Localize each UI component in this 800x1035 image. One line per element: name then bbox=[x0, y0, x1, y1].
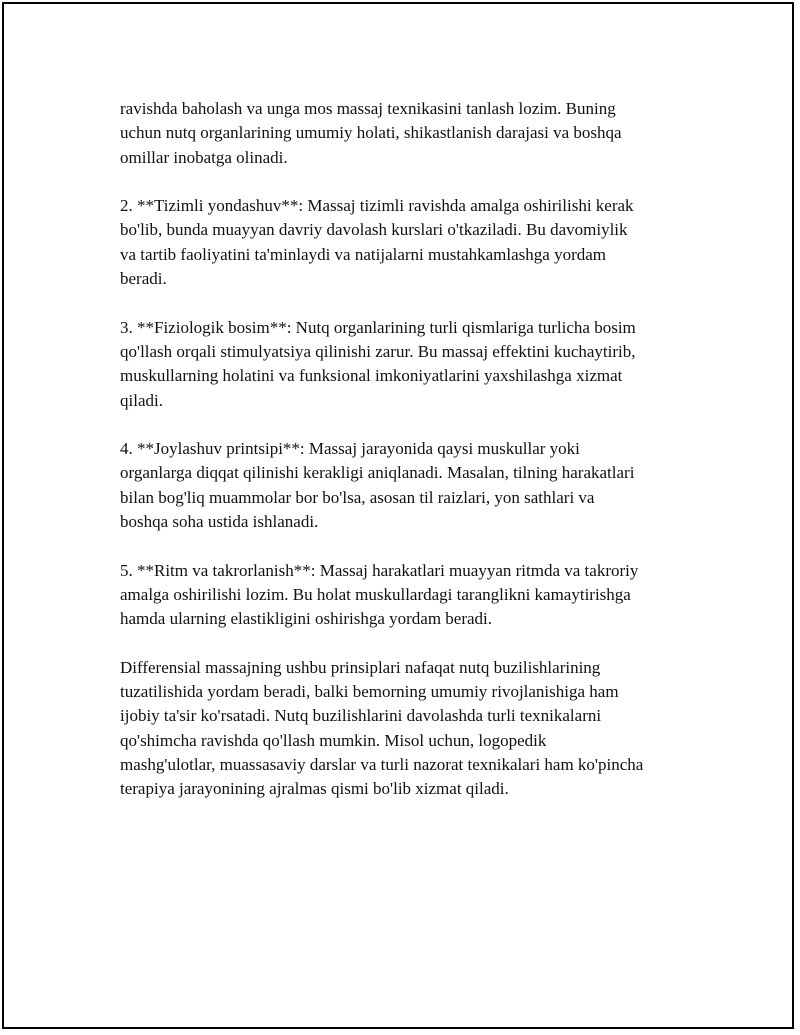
paragraph-principle-3 bbox=[120, 316, 700, 413]
document-body bbox=[120, 97, 700, 826]
text-line: uchun nutq organlarining umumiy holati, shikastlanish darajasi va boshqa bbox=[120, 123, 622, 143]
paragraph-principle-2 bbox=[120, 194, 700, 291]
text-line: muskullarning holatini va funksional imkoniyatlarini yaxshilashga xizmat bbox=[120, 366, 623, 386]
text-line: omillar inobatga olinadi. bbox=[120, 147, 288, 167]
paragraph-intro-continuation bbox=[120, 97, 700, 170]
text-line: qo'llash orqali stimulyatsiya qilinishi zarur. Bu massaj effektini kuchaytirib, bbox=[120, 341, 636, 361]
text-line: terapiya jarayonining ajralmas qismi bo'lib xizmat qiladi. bbox=[120, 779, 509, 799]
paragraph-principle-4 bbox=[120, 437, 700, 534]
text-line: mashg'ulotlar, muassasaviy darslar va turli nazorat texnikalari ham ko'pincha bbox=[120, 755, 644, 775]
text-line: ravishda baholash va unga mos massaj texnikasini tanlash lozim. Buning bbox=[120, 99, 616, 118]
text-line: tuzatilishida yordam beradi, balki bemorning umumiy rivojlanishiga ham bbox=[120, 682, 619, 702]
text-line: 3. **Fiziologik bosim**: Nutq organlarining turli qismlariga turlicha bosim bbox=[120, 317, 636, 337]
text-line: 4. **Joylashuv printsipi**: Massaj jarayonida qaysi muskullar yoki bbox=[120, 439, 580, 459]
text-line: ijobiy ta'sir ko'rsatadi. Nutq buzilishlarini davolashda turli texnikalarni bbox=[120, 706, 602, 726]
document-page bbox=[2, 2, 794, 1029]
text-line: bilan bog'liq muammolar bor bo'lsa, asosan til raizlari, yon sathlari va bbox=[120, 487, 595, 507]
paragraph-conclusion bbox=[120, 656, 700, 802]
text-line: hamda ularning elastikligini oshirishga yordam beradi. bbox=[120, 609, 493, 629]
text-line: 2. **Tizimli yondashuv**: Massaj tizimli ravishda amalga oshirilishi kerak bbox=[120, 196, 634, 216]
text-line: qiladi. bbox=[120, 390, 163, 410]
text-line: va tartib faoliyatini ta'minlaydi va natijalarni mustahkamlashga yordam bbox=[120, 244, 607, 264]
text-line: bo'lib, bunda muayyan davriy davolash kurslari o'tkaziladi. Bu davomiylik bbox=[120, 220, 628, 240]
text-line: organlarga diqqat qilinishi kerakligi aniqlanadi. Masalan, tilning harakatlari bbox=[120, 463, 635, 483]
text-line: boshqa soha ustida ishlanadi. bbox=[120, 512, 319, 532]
text-line: beradi. bbox=[120, 269, 167, 289]
text-line: Differensial massajning ushbu prinsiplari nafaqat nutq buzilishlarining bbox=[120, 657, 601, 677]
text-line: qo'shimcha ravishda qo'llash mumkin. Misol uchun, logopedik bbox=[120, 730, 547, 750]
text-line: 5. **Ritm va takrorlanish**: Massaj harakatlari muayyan ritmda va takroriy bbox=[120, 560, 639, 580]
paragraph-principle-5 bbox=[120, 559, 700, 632]
text-line: amalga oshirilishi lozim. Bu holat muskullardagi taranglikni kamaytirishga bbox=[120, 584, 631, 604]
